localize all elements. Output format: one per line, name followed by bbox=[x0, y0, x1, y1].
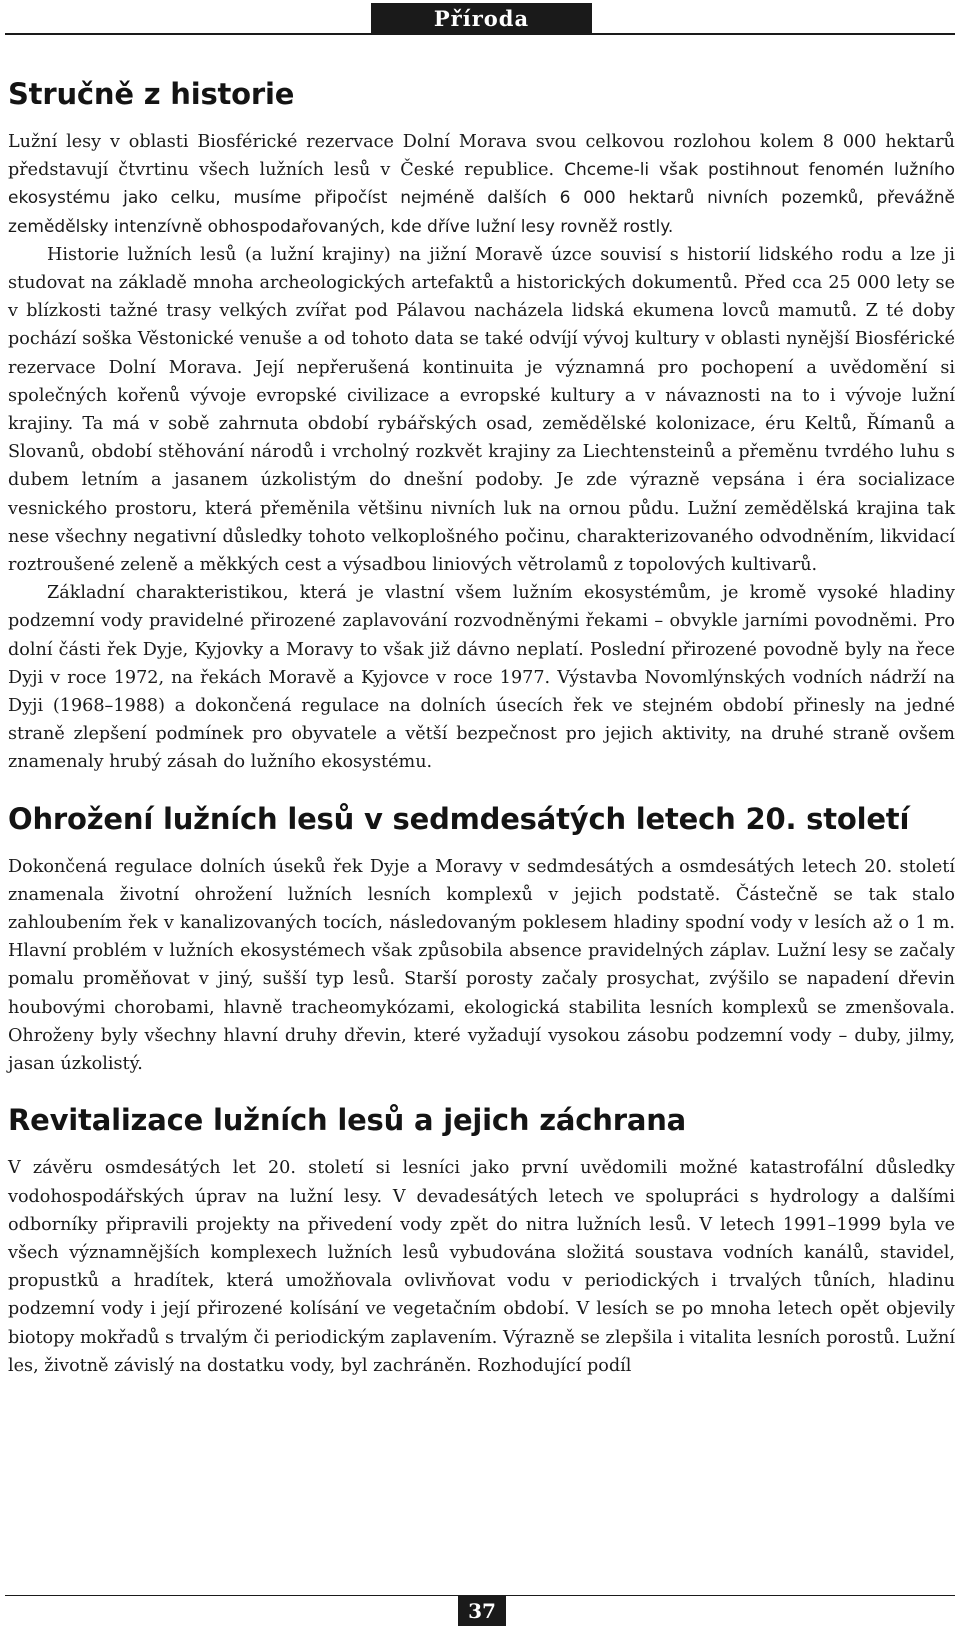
paragraph-lead: Lužní lesy v oblasti Biosférické rezervace Dolní Morava svou celkovou rozlohou kolem 8 000 hektarů představují čtvrtinu všech lužních lesů v České republice. bbox=[8, 132, 955, 181]
paragraph: Dokončená regulace dolních úseků řek Dyje a Moravy v sedmdesátých a osmdesátých letech 20. století znamenala životní ohrožení lužních lesních komplexů v jejich podstatě. Částečně se tak stalo zahloubením řek v kanalizovaných tocích, následovaným poklesem hladiny spodní vody v lesích až o 1 m. Hlavní problém v lužních ekosystémech však způsobila absence pravidelných záplav. Lužní lesy se začaly pomalu proměňovat v jiný, sušší typ lesů. Starší porosty začaly prosychat, zvýšilo se napadení dřevin houbovými chorobami, hlavně tracheomykózami, ekologická stabilita lesních komplexů se zmenšovala. Ohroženy byly všechny hlavní druhy dřevin, které vyžadují vysokou zásobu podzemní vody – duby, jilmy, jasan úzkolistý. bbox=[8, 856, 955, 1075]
page-number: 37 bbox=[458, 1596, 506, 1626]
section-heading-revitalization: Revitalizace lužních lesů a jejich záchrana bbox=[8, 1103, 687, 1138]
header-rule bbox=[5, 33, 955, 35]
section-heading-threat: Ohrožení lužních lesů v sedmdesátých letech 20. století bbox=[8, 801, 910, 836]
paragraph: V závěru osmdesátých let 20. století si lesníci jako první uvědomili možné katastrofální důsledky vodohospodářských úprav na lužní lesy. V devadesátých letech ve spolupráci s hydrology a dalšími odborníky připravili projekty na přivedení vody zpět do nitra lužních lesů. V letech 1991–1999 byla ve všech významnějších komplexech lužních lesů vybudována složitá soustava vodních kanálů, stavidel, propustků a hradítek, která umožňovala ovlivňovat vodu v periodických i trvalých tůních, hladinu podzemní vody i její přirozené kolísání ve vegetačním období. V lesích se po mnoha letech opět objevily biotopy mokřadů s trvalým či periodickým zaplavením. Výrazně se zlepšila i vitalita lesních porostů. Lužní les, životně závislý na dostatku vody, byl zachráněn. Rozhodující podíl bbox=[8, 1158, 955, 1376]
article-body bbox=[8, 72, 955, 1380]
section-label: Příroda bbox=[371, 3, 592, 34]
paragraph bbox=[8, 128, 955, 241]
paragraph: Historie lužních lesů (a lužní krajiny) na jižní Moravě úzce souvisí s historií lidského rodu a lze ji studovat na základě mnoha archeologických artefaktů a historických dokumentů. Před cca 25 000 lety se v blízkosti tažné trasy velkých zvířat pod Pálavou nacházela lidská ekumena lovců mamutů. Z té doby pochází soška Věstonické venuše a od tohoto data se také odvíjí vývoj kultury v oblasti nynější Biosférické rezervace Dolní Morava. Její nepřerušená kontinuita je významná pro pochopení a uvědomění si společných kořenů vývoje evropské civilizace a evropské kultury a v návaznosti na to i vývoje lužní krajiny. Ta má v sobě zahrnuta období rybářských osad, zemědělské kolonizace, éru Keltů, Římanů a Slovanů, období stěhování národů i vrcholný rozkvět krajiny za Liechtensteinů a přeměnu tvrdého luhu s dubem letním a jasanem úzkolistým do dnešní podoby. Je zde výrazně vepsána i éra socializace vesnického prostoru, která přeměnila většinu nivních luk na ornou půdu. Lužní zemědělská krajina tak nese všechny negativní důsledky tohoto velkoplošného počinu, charakterizovaného odvodněním, likvidací roztroušené zeleně a měkkých cest a výsadbou liniových větrolamů z topolových kultivarů. bbox=[8, 244, 955, 576]
section-heading-history: Stručně z historie bbox=[8, 77, 295, 111]
paragraph: Základní charakteristikou, která je vlastní všem lužním ekosystémům, je kromě vysoké hladiny podzemní vody pravidelné přirozené zaplavování rozvodněnými řekami – obvykle jarními povodněmi. Pro dolní části řek Dyje, Kyjovky a Moravy to však již dávno neplatí. Poslední přirozené povodně byly na řece Dyji v roce 1972, na řekách Moravě a Kyjovce v roce 1977. Výstavba Novomlýnských vodních nádrží na Dyji (1968–1988) a dokončená regulace na dolních úsecích řek ve stejném období přinesly na jedné straně zlepšení podmínek pro obyvatele a větší bezpečnost pro jejich aktivity, na druhé straně ovšem znamenaly hrubý zásah do lužního ekosystému. bbox=[8, 583, 955, 773]
paragraph-rest: Chceme-li však postihnout fenomén lužního ekosystému jako celku, musíme připočíst nejméně dalších 6 000 hektarů nivních pozemků, převážně zemědělsky intenzívně obhospodařovaných, kde dříve lužní lesy rovněž rostly. bbox=[8, 160, 955, 237]
